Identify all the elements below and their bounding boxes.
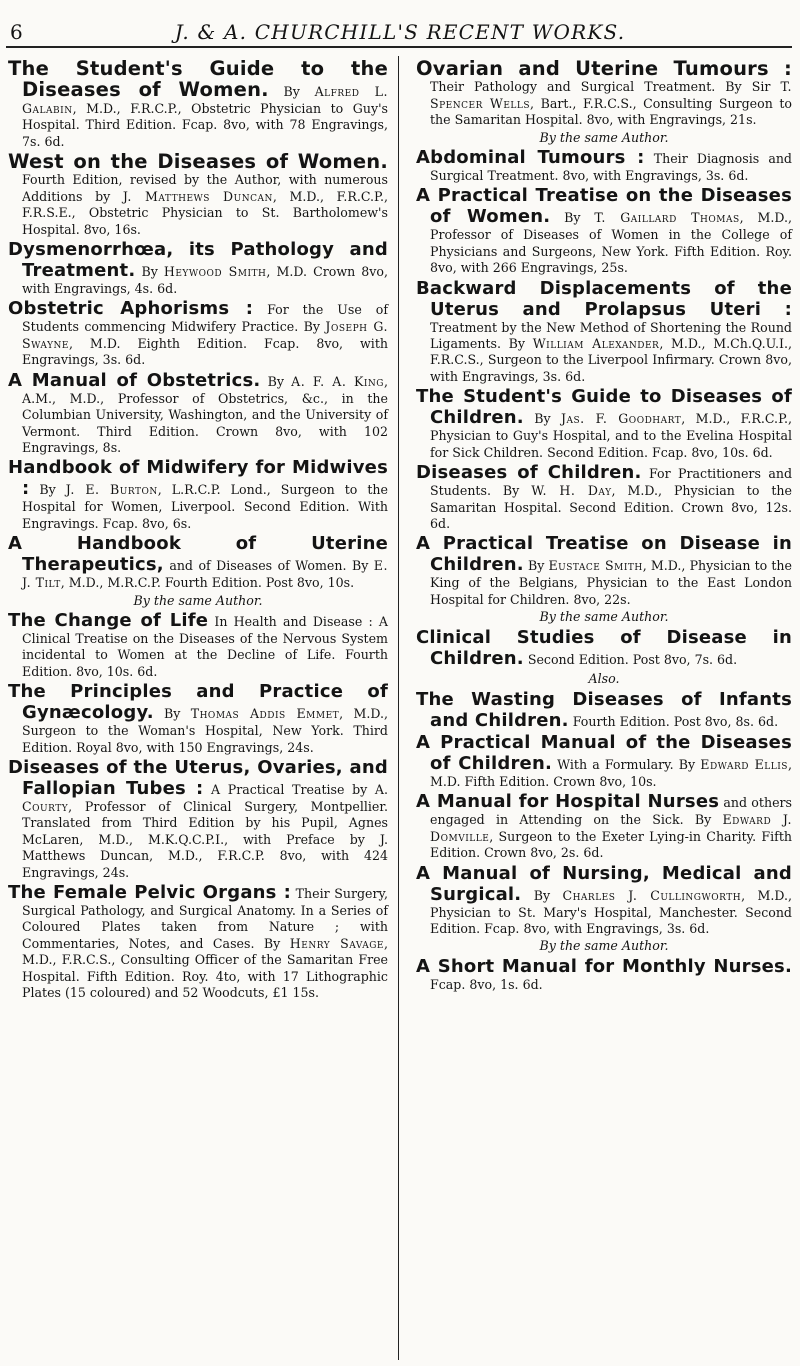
entry-author: W. H. Day [531, 483, 612, 499]
entry-details: , M.D., Surgeon to the Woman's Hospital, New York. Third Edition. Royal 8vo, with 150 Engravings, 24s. [22, 706, 388, 755]
catalogue-entry [8, 58, 388, 150]
catalogue-entry [416, 147, 792, 184]
entry-description: By [534, 411, 561, 427]
entry-author: Thomas Addis Emmet [190, 706, 340, 722]
entry-description: By [39, 482, 66, 498]
entry-description: Fourth Edition. Post 8vo, 8s. 6d. [572, 713, 779, 729]
catalogue-entry [416, 58, 792, 129]
catalogue-entry [416, 627, 792, 669]
entry-description: Treatment by the New Method of Shortening the Round Ligaments. By [430, 319, 792, 352]
entry-title: Diseases of the Uterus, Ovaries, and Fallopian Tubes : [8, 756, 388, 799]
entry-title: The Principles and Practice of Gynæcology. [8, 681, 388, 724]
catalogue-entry [8, 610, 388, 680]
entry-description: With a Formulary. By [557, 756, 701, 772]
catalogue-entry [416, 386, 792, 461]
entry-details: , L.R.C.P. Lond., Surgeon to the Hospital for Women, Liverpool. Second Edition. With Engravings. Fcap. 8vo, 6s. [22, 482, 388, 531]
entry-title: A Practical Manual of the Diseases of Children. [416, 731, 792, 774]
entry-description: Their Diagnosis and Surgical Treatment. 8vo, with Engravings, 3s. 6d. [430, 151, 792, 184]
entry-title: Ovarian and Uterine Tumours : [416, 57, 792, 80]
entry-title: A Practical Treatise on the Diseases of Women. [416, 185, 792, 228]
entry-description: Second Edition. Post 8vo, 7s. 6d. [527, 651, 738, 667]
entry-title: Backward Displacements of the Uterus and Prolapsus Uteri : [416, 277, 792, 320]
entry-details: , M.D., M.Ch.Q.U.I., F.R.C.S., Surgeon to the Liverpool Infirmary. Crown 8vo, with Engravings, 3s. 6d. [430, 336, 793, 384]
catalogue-entry [8, 151, 388, 238]
catalogue-entry [416, 956, 792, 993]
entry-title: A Handbook of Uterine Therapeutics, [8, 533, 388, 576]
entry-description: Their Surgery, Surgical Pathology, and Surgical Anatomy. In a Series of Coloured Plates taken from Nature ; with Commentaries, Notes, and Cases. By [22, 886, 388, 951]
catalogue-entry [416, 185, 792, 276]
entry-title: Diseases of Children. [416, 462, 642, 484]
entry-description: Their Pathology and Surgical Treatment. By Sir [430, 79, 781, 95]
entry-description: In Health and Disease : A Clinical Treatise on the Diseases of the Nervous System incidental to Women at the Decline of Life. Fourth Edition. 8vo, 10s. 6d. [22, 613, 388, 679]
entry-description: For Practitioners and Students. By [430, 466, 793, 499]
entry-title: A Short Manual for Monthly Nurses. [416, 955, 792, 977]
entry-title: The Wasting Diseases of Infants and Children. [416, 688, 792, 731]
entry-author: Courty [22, 798, 69, 814]
entry-description: By [141, 264, 164, 280]
entry-details: , M.D., Physician to the Samaritan Hospital. Second Edition. Crown 8vo, 12s. 6d. [430, 483, 792, 531]
catalogue-entry [8, 370, 388, 457]
entry-description: For the Use of Students commencing Midwifery Practice. By [22, 302, 388, 335]
entry-description: By [564, 210, 595, 226]
entry-title: A Manual of Nursing, Medical and Surgical. [416, 862, 792, 905]
entry-details: , M.D., F.R.C.P., F.R.S.E., Obstetric Physician to St. Bartholomew's Hospital. 8vo, 16s. [22, 188, 388, 237]
entry-title: Clinical Studies of Disease in Children. [416, 626, 792, 669]
entry-details: , M.D., F.R.C.S., Consulting Officer of the Samaritan Free Hospital. Fifth Edition. Roy. 4to, with 17 Lithographic Plates (15 coloured) and 52 Woodcuts, £1 15s. [22, 935, 388, 1001]
catalogue-entry [8, 681, 388, 756]
catalogue-entry [416, 732, 792, 790]
entry-details: , Professor of Clinical Surgery, Montpellier. Translated from Third Edition by his Pupil, Agnes McLaren, M.D., M.K.Q.C.P.I., with Preface by J. Matthews Duncan, M.D., F.R.C.P. 8vo, with 424 Engravings, 24s. [22, 798, 388, 880]
entry-details: , Bart., F.R.C.S., Consulting Surgeon to the Samaritan Hospital. 8vo, with Engravings, 21s. [430, 95, 792, 128]
catalogue-entry [416, 863, 792, 938]
header-rule [6, 46, 792, 48]
entry-author: Edward Ellis [700, 756, 788, 772]
left-column [8, 58, 388, 1002]
also-note: Also. [588, 670, 620, 686]
same-author-note: By the same Author. [539, 129, 669, 145]
entry-author: Joseph G. Swayne [22, 319, 388, 351]
entry-title: The Change of Life [8, 609, 209, 631]
entry-description: A Practical Treatise by A. [211, 781, 388, 797]
entry-details: , M.D., F.R.C.P., Physician to Guy's Hospital, and to the Evelina Hospital for Sick Children. Second Edition. Fcap. 8vo, 10s. 6d. [430, 411, 792, 460]
catalogue-entry [416, 533, 792, 608]
catalogue-entry [8, 457, 388, 532]
right-column [416, 58, 792, 994]
catalogue-entry [416, 462, 792, 532]
entry-details: , M.D., M.R.C.P. Fourth Edition. Post 8vo, 10s. [60, 575, 355, 591]
entry-title: Abdominal Tumours : [416, 147, 645, 169]
running-title: J. & A. CHURCHILL'S RECENT WORKS. [174, 20, 626, 44]
catalogue-entry [8, 882, 388, 1001]
entry-description: and of Diseases of Women. By [169, 558, 374, 574]
catalogue-entry [416, 689, 792, 731]
entry-author: J. Matthews Duncan [122, 188, 273, 204]
entry-details: , M.D., Professor of Diseases of Women in the College of Physicians and Surgeons, New York. Fifth Edition. Roy. 8vo, with 266 Engravings, 25s. [430, 210, 793, 276]
entry-description: By [267, 373, 292, 389]
entry-details: , M.D., Physician to the King of the Belgians, Physician to the East London Hospital for Children. 8vo, 22s. [430, 558, 792, 607]
catalogue-entry [416, 278, 792, 386]
entry-author: A. F. A. King [291, 373, 384, 389]
entry-description: By [283, 84, 315, 100]
catalogue-entry [416, 791, 792, 861]
entry-title: Handbook of Midwifery for Midwives : [8, 457, 388, 500]
entry-author: Jas. F. Goodhart [560, 411, 682, 427]
entry-description: Fourth Edition, revised by the Author, with numerous Additions by [22, 172, 388, 204]
entry-details: , M.D., Physician to St. Mary's Hospital, Manchester. Second Edition. Fcap. 8vo, with Engravings, 3s. 6d. [430, 887, 793, 936]
catalogue-entry [8, 757, 388, 881]
entry-title: The Student's Guide to Diseases of Children. [416, 386, 792, 429]
entry-author: Henry Savage [289, 935, 384, 951]
entry-title: Dysmenorrhœa, its Pathology and Treatment. [8, 239, 388, 282]
entry-details: , M.D. Eighth Edition. Fcap. 8vo, with Engravings, 3s. 6d. [22, 335, 388, 368]
entry-author: Edward J. Domville [430, 812, 792, 844]
entry-author: William Alexander [532, 336, 660, 352]
entry-title: The Female Pelvic Organs : [8, 882, 292, 903]
same-author-note: By the same Author. [539, 938, 669, 954]
column-divider [398, 56, 399, 1360]
entry-title: A Manual of Obstetrics. [8, 369, 261, 391]
catalogue-entry [8, 533, 388, 591]
same-author-note: By the same Author. [539, 609, 669, 625]
entry-author: J. E. Burton [65, 482, 158, 498]
page-number: 6 [10, 20, 23, 44]
entry-author: Heywood Smith [163, 264, 267, 280]
entry-author: Charles J. Cullingworth [562, 887, 742, 903]
entry-description: By [527, 558, 549, 574]
entry-title: A Manual for Hospital Nurses [416, 791, 720, 813]
entry-author: Eustace Smith [548, 558, 643, 574]
entry-author: E. J. Tilt [22, 558, 388, 591]
catalogue-entry [8, 239, 388, 297]
page-header [0, 10, 800, 50]
entry-details: , A.M., M.D., Professor of Obstetrics, &c., in the Columbian University, Washington, and the University of Vermont. Third Edition. Crown 8vo, with 102 Engravings, 8s. [22, 373, 388, 455]
same-author-note: By the same Author. [133, 592, 263, 608]
entry-details: , M.D. Fifth Edition. Crown 8vo, 10s. [430, 756, 792, 789]
entry-description: By [533, 887, 563, 903]
entry-author: T. Spencer Wells [430, 79, 792, 111]
entry-author: T. Gaillard Thomas [594, 210, 740, 226]
entry-description: and others engaged in Attending on the Sick. By [430, 795, 793, 828]
entry-title: Obstetric Aphorisms : [8, 298, 254, 320]
entry-title: A Practical Treatise on Disease in Children. [416, 533, 792, 576]
entry-title: The Student's Guide to the Diseases of Women. [8, 57, 388, 102]
entry-description: Fcap. 8vo, 1s. 6d. [430, 976, 543, 992]
entry-description: By [164, 706, 191, 722]
entry-details: , Surgeon to the Exeter Lying-in Charity. Fifth Edition. Crown 8vo, 2s. 6d. [430, 828, 792, 861]
catalogue-entry [8, 298, 388, 368]
entry-details: , M.D. Crown 8vo, with Engravings, 4s. 6d. [22, 264, 388, 297]
entry-details: , M.D., F.R.C.P., Obstetric Physician to Guy's Hospital. Third Edition. Fcap. 8vo, with 78 Engravings, 7s. 6d. [22, 100, 388, 149]
entry-title: West on the Diseases of Women. [8, 150, 388, 174]
entry-author: Alfred L. Galabin [22, 84, 389, 116]
